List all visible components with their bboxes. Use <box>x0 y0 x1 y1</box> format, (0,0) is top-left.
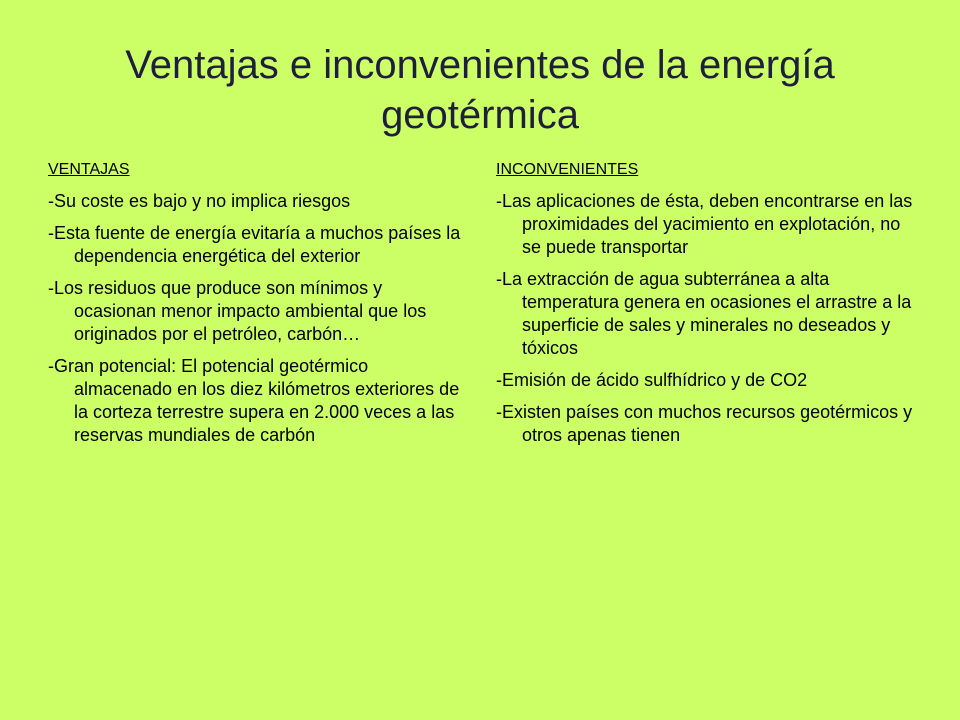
inconvenientes-item: -La extracción de agua subterránea a alta temperatura genera en ocasiones el arrastre a la superficie de sales y minerales no deseados y tóxicos <box>496 269 912 358</box>
inconvenientes-item: -Las aplicaciones de ésta, deben encontrarse en las proximidades del yacimiento en explotación, no se puede transportar <box>496 191 913 257</box>
ventajas-item: -Esta fuente de energía evitaría a muchos países la dependencia energética del exterior <box>48 223 461 266</box>
inconvenientes-item: -Emisión de ácido sulfhídrico y de CO2 <box>496 370 808 390</box>
ventajas-heading: VENTAJAS <box>48 161 130 178</box>
ventajas-column <box>48 160 468 456</box>
inconvenientes-column <box>496 160 920 456</box>
inconvenientes-item: -Existen países con muchos recursos geotérmicos y otros apenas tienen <box>496 402 913 445</box>
inconvenientes-heading: INCONVENIENTES <box>496 161 639 178</box>
slide-title: Ventajas e inconvenientes de la energía geotérmica <box>125 43 835 137</box>
ventajas-item: -Su coste es bajo y no implica riesgos <box>48 191 351 211</box>
ventajas-item: -Gran potencial: El potencial geotérmico almacenado en los diez kilómetros exteriores de la corteza terrestre supera en 2.000 veces a las reservas mundiales de carbón <box>48 356 460 445</box>
ventajas-item: -Los residuos que produce son mínimos y ocasionan menor impacto ambiental que los originados por el petróleo, carbón… <box>48 278 427 344</box>
